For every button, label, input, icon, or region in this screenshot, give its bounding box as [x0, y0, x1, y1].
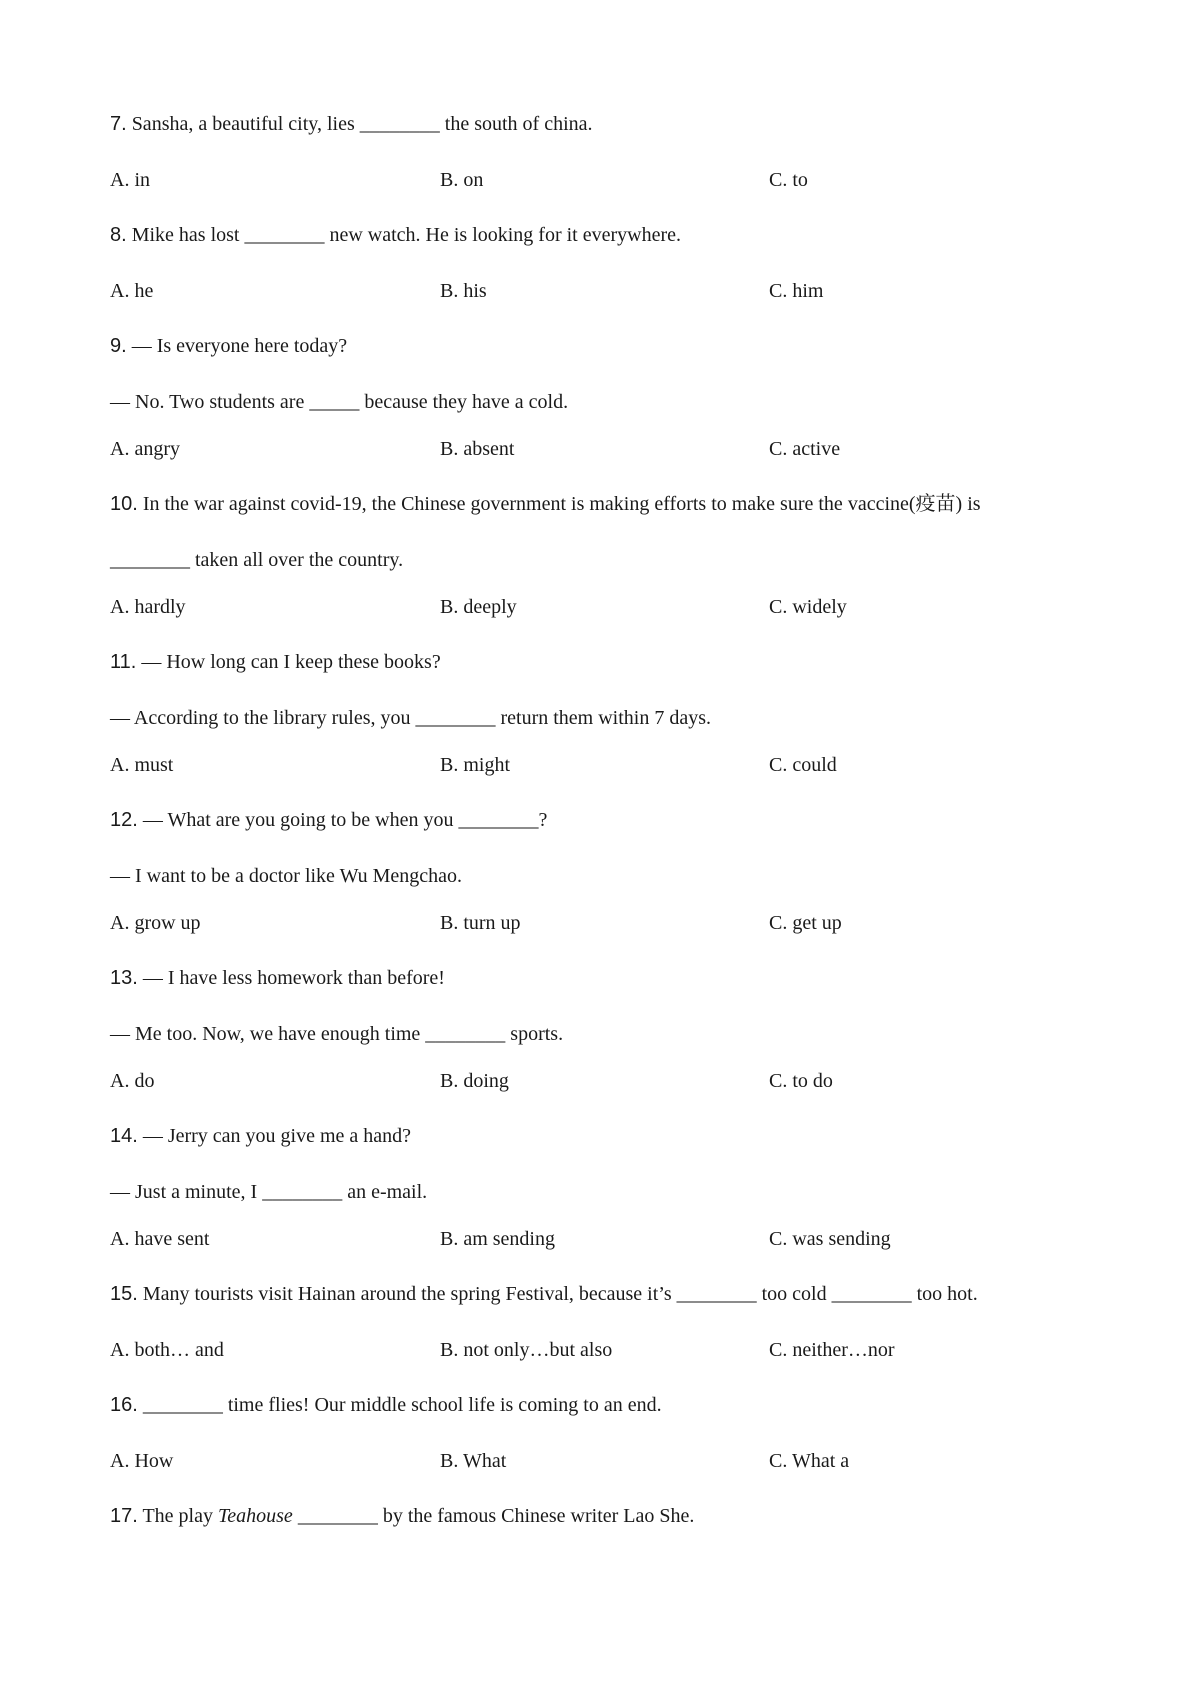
question-13-response: — Me too. Now, we have enough time ________ sports. — [110, 1023, 564, 1045]
question-9 — [110, 333, 347, 359]
question-number: 15. — [110, 1283, 138, 1305]
option-a: A. both… and — [110, 1339, 224, 1361]
option-a: A. grow up — [110, 912, 201, 934]
question-text: — I have less homework than before! — [142, 967, 445, 989]
question-14 — [110, 1123, 411, 1149]
question-text: In the war against covid-19, the Chinese government is making efforts to make sure the vaccine(疫苗) is — [142, 493, 981, 515]
question-8 — [110, 222, 681, 248]
question-number: 7. — [110, 113, 127, 135]
question-text: — What are you going to be when you ________? — [142, 809, 548, 831]
question-text: — Jerry can you give me a hand? — [142, 1125, 412, 1147]
question-text: ________ time flies! Our middle school life is coming to an end. — [142, 1394, 662, 1416]
option-b: B. absent — [440, 438, 515, 460]
question-10 — [110, 491, 981, 517]
option-b: B. on — [440, 169, 484, 191]
option-a: A. How — [110, 1450, 174, 1472]
option-b: B. not only…but also — [440, 1339, 613, 1361]
question-text-before: The play — [142, 1505, 218, 1527]
option-a: A. do — [110, 1070, 155, 1092]
question-text-italic-title: Teahouse — [217, 1505, 293, 1527]
option-b: B. turn up — [440, 912, 521, 934]
option-c: C. him — [769, 280, 824, 302]
option-b: B. What — [440, 1450, 507, 1472]
option-a: A. hardly — [110, 596, 186, 618]
option-c: C. to do — [769, 1070, 833, 1092]
question-number: 9. — [110, 335, 127, 357]
question-text: Sansha, a beautiful city, lies ________ the south of china. — [131, 113, 593, 135]
option-c: C. What a — [769, 1450, 850, 1472]
question-number: 8. — [110, 224, 127, 246]
question-text-after: ________ by the famous Chinese writer Lao She. — [292, 1505, 695, 1527]
option-c: C. could — [769, 754, 837, 776]
question-text: — Is everyone here today? — [131, 335, 348, 357]
question-12 — [110, 807, 547, 833]
option-b: B. am sending — [440, 1228, 555, 1250]
question-9-response: — No. Two students are _____ because they have a cold. — [110, 391, 569, 413]
question-17 — [110, 1503, 694, 1529]
question-12-response: — I want to be a doctor like Wu Mengchao. — [110, 865, 463, 887]
option-a: A. in — [110, 169, 150, 191]
question-text: Mike has lost ________ new watch. He is looking for it everywhere. — [131, 224, 682, 246]
question-15 — [110, 1281, 978, 1307]
option-c: C. active — [769, 438, 841, 460]
option-a: A. have sent — [110, 1228, 210, 1250]
option-a: A. must — [110, 754, 174, 776]
question-11-response: — According to the library rules, you ________ return them within 7 days. — [110, 707, 712, 729]
question-11 — [110, 649, 441, 675]
question-10-continued: ________ taken all over the country. — [110, 549, 404, 571]
question-number: 10. — [110, 493, 138, 515]
question-text: Many tourists visit Hainan around the spring Festival, because it’s ________ too cold ________ too hot. — [142, 1283, 978, 1305]
question-number: 13. — [110, 967, 138, 989]
option-b: B. deeply — [440, 596, 517, 618]
question-number: 12. — [110, 809, 138, 831]
option-b: B. doing — [440, 1070, 509, 1092]
question-13 — [110, 965, 445, 991]
option-c: C. was sending — [769, 1228, 891, 1250]
option-c: C. widely — [769, 596, 847, 618]
option-a: A. angry — [110, 438, 180, 460]
option-b: B. might — [440, 754, 511, 776]
question-text: — How long can I keep these books? — [141, 651, 441, 673]
option-a: A. he — [110, 280, 154, 302]
question-16 — [110, 1392, 662, 1418]
option-c: C. neither…nor — [769, 1339, 895, 1361]
question-number: 11. — [110, 651, 137, 673]
option-c: C. to — [769, 169, 808, 191]
option-c: C. get up — [769, 912, 842, 934]
question-number: 16. — [110, 1394, 138, 1416]
question-7 — [110, 111, 593, 137]
question-number: 14. — [110, 1125, 138, 1147]
option-b: B. his — [440, 280, 487, 302]
question-number: 17. — [110, 1505, 138, 1527]
question-14-response: — Just a minute, I ________ an e-mail. — [110, 1181, 428, 1203]
